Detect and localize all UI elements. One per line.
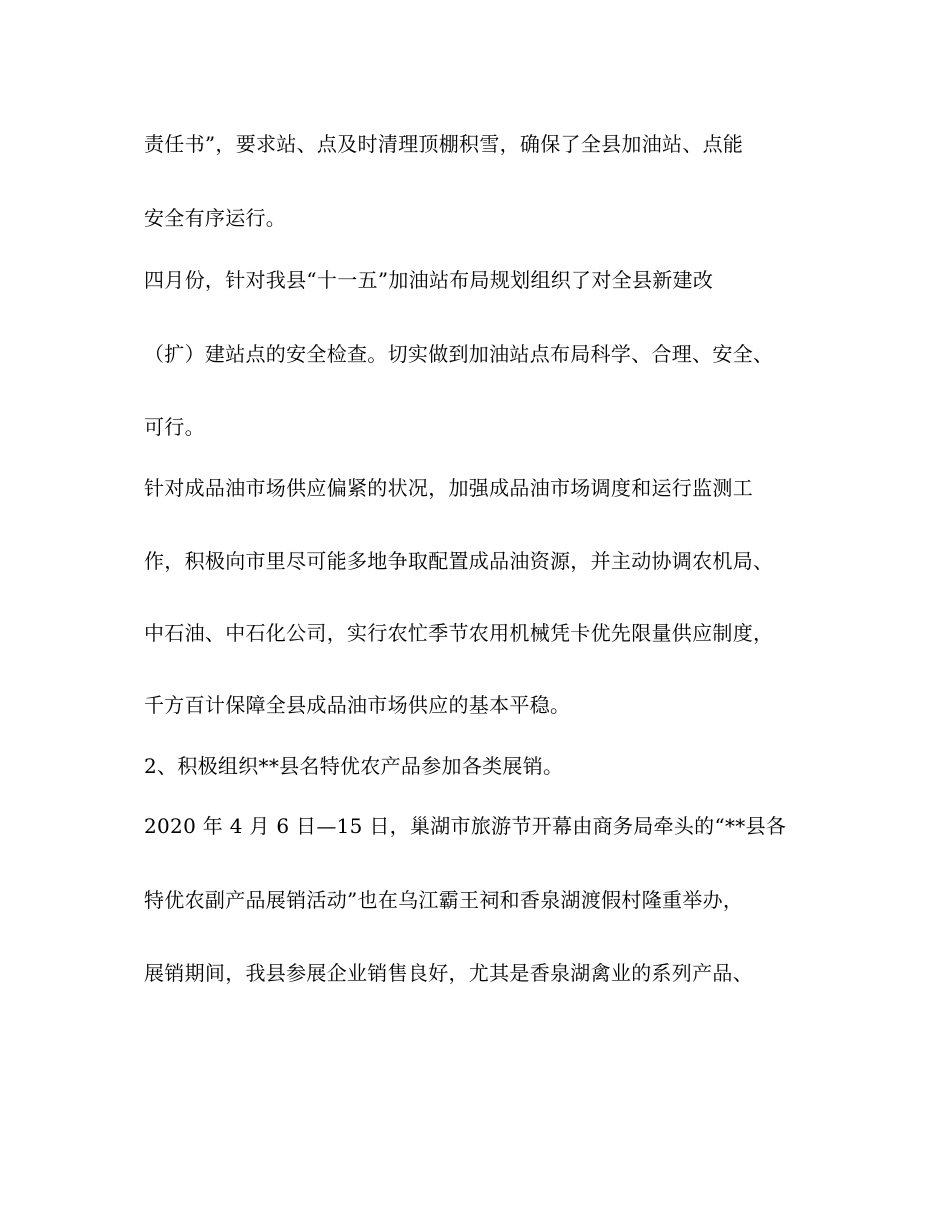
text-line: 2020 年 4 月 6 日—15 日，巢湖市旅游节开幕由商务局牵头的“**县各	[144, 814, 787, 838]
text-line: 责任书”，要求站、点及时清理顶棚积雪，确保了全县加油站、点能	[144, 132, 744, 156]
section-heading: 2、积极组织**县名特优农产品参加各类展销。	[144, 754, 564, 778]
text-line: 千方百计保障全县成品油市场供应的基本平稳。	[144, 693, 571, 717]
text-line: 可行。	[144, 415, 205, 439]
text-line: 四月份，针对我县“十一五”加油站布局规划组织了对全县新建改	[144, 268, 714, 292]
text-line: 中石油、中石化公司，实行农忙季节农用机械凭卡优先限量供应制度，	[144, 621, 774, 645]
text-line: 作，积极向市里尽可能多地争取配置成品油资源，并主动协调农机局、	[144, 549, 774, 573]
text-line: 展销期间，我县参展企业销售良好，尤其是香泉湖禽业的系列产品、	[144, 961, 753, 985]
text-line: 针对成品油市场供应偏紧的状况，加强成品油市场调度和运行监测工	[144, 476, 753, 500]
text-line: 安全有序运行。	[144, 206, 287, 230]
text-line: （扩）建站点的安全检查。切实做到加油站点布局科学、合理、安全、	[144, 342, 774, 366]
text-line: 特优农副产品展销活动”也在乌江霸王祠和香泉湖渡假村隆重举办，	[144, 888, 744, 912]
